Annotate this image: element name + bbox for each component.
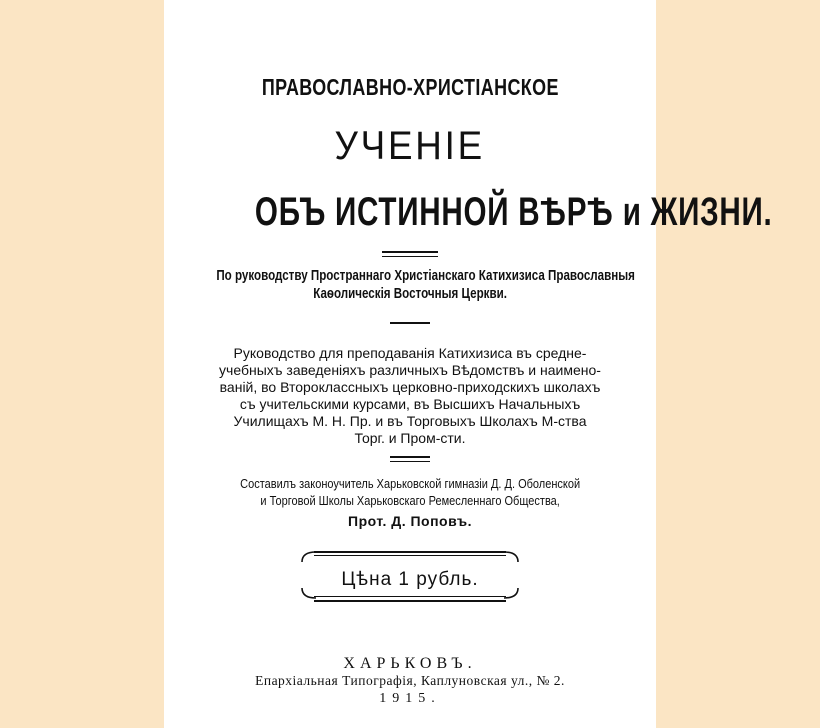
ornament-corner-right-icon (502, 546, 522, 566)
title-page (164, 0, 773, 728)
imprint-year: 1915. (379, 691, 441, 706)
imprint-city: ХАРЬКОВЪ. (343, 655, 477, 672)
title-line-3: ОБЪ ИСТИННОЙ ВѢРѢ и ЖИЗНИ. (254, 190, 773, 234)
imprint-press: Епархіальная Типографія, Каплуновская ул., № 2. (255, 673, 565, 688)
description-line: Торг. и Пром-сти. (354, 430, 466, 446)
title-line-1: ПРАВОСЛАВНО-ХРИСТІАНСКОЕ (261, 74, 559, 100)
divider-rule (382, 251, 438, 253)
divider-rule (390, 322, 430, 324)
price-rule-top (314, 551, 506, 553)
ornament-corner-left-icon (298, 546, 318, 566)
ornament-corner-right-icon (502, 584, 522, 604)
subtitle-line-1: По руководству Пространнаго Христіанскаго Катихизиса Православныя (216, 268, 635, 284)
divider-rule (382, 256, 438, 257)
description-line: съ учительскими курсами, въ Высшихъ Начальныхъ (239, 396, 581, 412)
author-name: Прот. Д. Поповъ. (348, 513, 472, 529)
price-label: Цѣна 1 рубль. (341, 569, 479, 590)
compiler-line-1: Составилъ законоучитель Харьковской гимназіи Д. Д. Оболенской (240, 477, 580, 491)
compiler-line-2: и Торговой Школы Харьковскаго Ремесленнаго Общества, (260, 494, 560, 508)
description-line: учебныхъ заведеніяхъ различныхъ Вѣдомствъ и наимено- (219, 362, 601, 378)
price-rule-bottom (314, 600, 506, 602)
divider-rule (390, 456, 430, 458)
ornament-corner-left-icon (298, 584, 318, 604)
title-line-2: УЧЕНІЕ (334, 124, 486, 168)
description-line: ваній, во Второклассныхъ церковно-приходскихъ школахъ (219, 379, 601, 395)
description-line: Училищахъ М. Н. Пр. и въ Торговыхъ Школахъ М-ства (233, 413, 587, 429)
price-rule-top (314, 555, 506, 556)
description-line: Руководство для преподаванія Катихизиса въ средне- (233, 345, 587, 361)
description-block (210, 345, 610, 447)
divider-rule (390, 461, 430, 462)
subtitle-line-2: Каѳолическія Восточныя Церкви. (313, 286, 507, 302)
price-rule-bottom (314, 596, 506, 597)
